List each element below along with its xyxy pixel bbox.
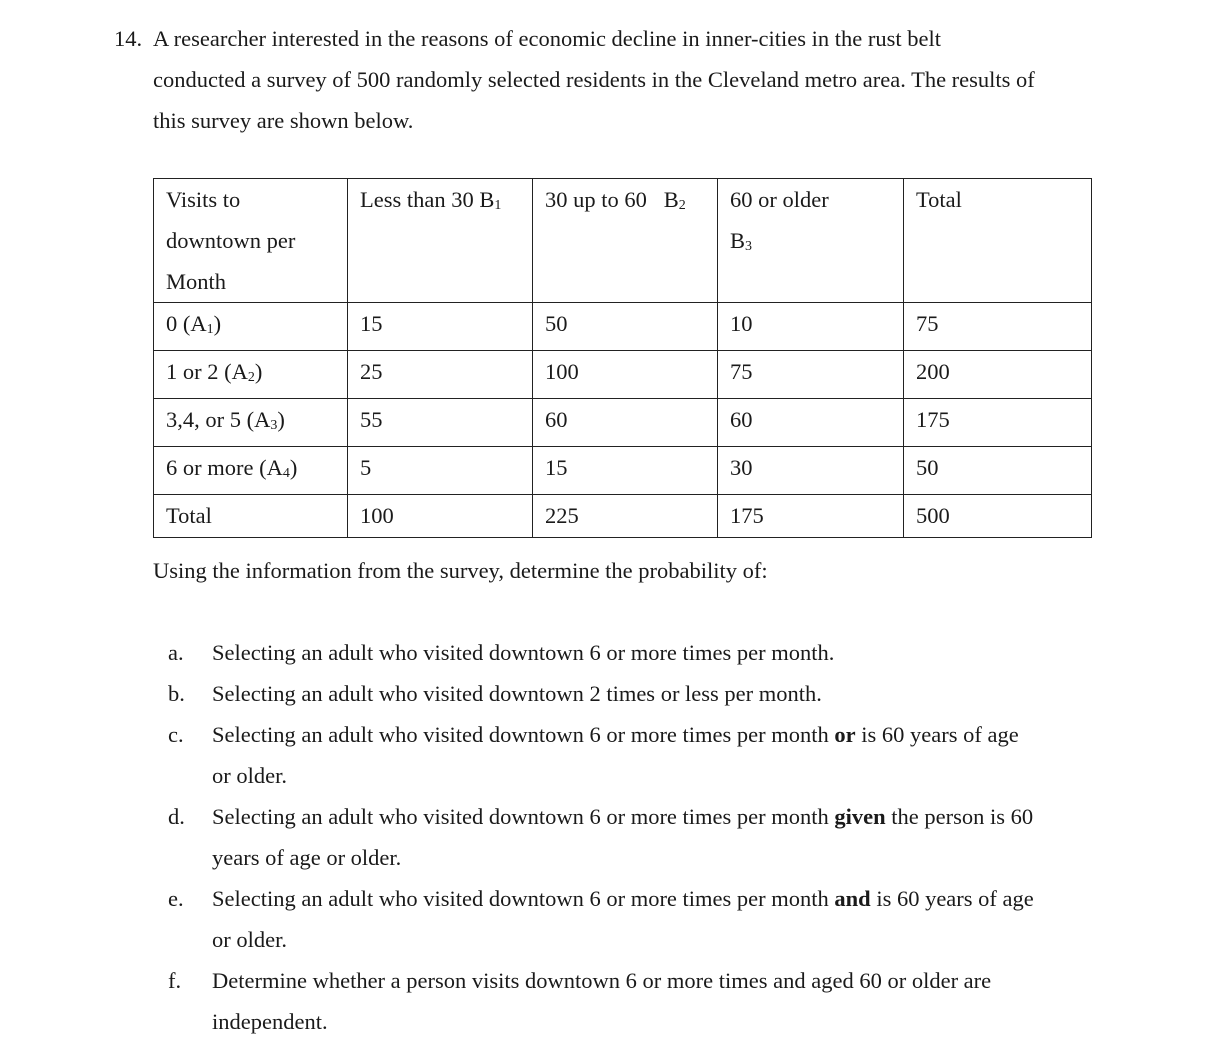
subscript: 2	[678, 198, 686, 213]
cell: 75	[904, 303, 1092, 351]
part-text-cont: years of age or older.	[212, 845, 402, 870]
part-text	[212, 714, 1108, 755]
part-text-post: is 60 years of age	[855, 722, 1019, 747]
header-line: Month	[166, 269, 227, 294]
row-label	[154, 303, 348, 351]
row-label-close: )	[289, 455, 298, 480]
question-line: A researcher interested in the reasons of economic decline in inner-cities in the rust belt	[153, 26, 942, 51]
header-line: downtown per	[166, 228, 296, 253]
cell: 175	[718, 495, 904, 538]
part-letter: e.	[168, 886, 184, 911]
cell: 50	[904, 447, 1092, 495]
list-item	[168, 714, 1108, 796]
row-label-text: 3,4, or 5 (A	[166, 407, 271, 432]
part-text	[212, 796, 1108, 837]
cell: 55	[348, 399, 533, 447]
part-text-post: is 60 years of age	[870, 886, 1034, 911]
instructions: Using the information from the survey, determine the probability of:	[153, 558, 768, 583]
part-text-pre: Selecting an adult who visited downtown 6 or more times per month	[212, 804, 835, 829]
cell: 50	[533, 303, 718, 351]
cell: 500	[904, 495, 1092, 538]
part-text-post: the person is 60	[885, 804, 1034, 829]
row-label-text: Total	[166, 503, 212, 528]
header-label: B	[730, 228, 746, 253]
question-parts	[168, 632, 1108, 1042]
part-letter: a.	[168, 640, 184, 665]
part-text-cont: or older.	[212, 927, 287, 952]
cell: 15	[533, 447, 718, 495]
part-letter: d.	[168, 804, 185, 829]
header-line: Visits to	[166, 187, 241, 212]
cell: 60	[718, 399, 904, 447]
survey-table	[153, 178, 1092, 538]
cell: 100	[348, 495, 533, 538]
part-letter: c.	[168, 722, 184, 747]
row-label-close: )	[213, 311, 222, 336]
part-text-cont: independent.	[212, 1009, 328, 1034]
part-text: Selecting an adult who visited downtown 2 times or less per month.	[212, 681, 822, 706]
cell: 30	[718, 447, 904, 495]
cell: 25	[348, 351, 533, 399]
question-number: 14.	[114, 26, 143, 51]
cell: 75	[718, 351, 904, 399]
cell: 15	[348, 303, 533, 351]
part-text: Determine whether a person visits downtown 6 or more times and aged 60 or older are	[212, 968, 992, 993]
part-keyword: given	[834, 804, 886, 829]
cell: 5	[348, 447, 533, 495]
header-label: 60 or older	[730, 187, 829, 212]
subscript: 3	[745, 239, 753, 254]
row-label-text: 1 or 2 (A	[166, 359, 248, 384]
header-label: 30 up to 60 B	[545, 187, 679, 212]
part-keyword: or	[834, 722, 856, 747]
subscript: 2	[247, 370, 255, 385]
table-row	[154, 447, 1092, 495]
table-row	[154, 495, 1092, 538]
table-row	[154, 399, 1092, 447]
part-text-cont: or older.	[212, 763, 287, 788]
header-label: Less than 30 B	[360, 187, 495, 212]
header-b3	[718, 179, 904, 303]
list-item	[168, 878, 1108, 960]
part-text-pre: Selecting an adult who visited downtown 6 or more times per month	[212, 886, 835, 911]
part-text-pre: Selecting an adult who visited downtown 6 or more times per month	[212, 722, 835, 747]
row-label-close: )	[277, 407, 285, 432]
header-total: Total	[904, 179, 1092, 303]
subscript: 1	[494, 198, 502, 213]
part-text: Selecting an adult who visited downtown 6 or more times per month.	[212, 640, 835, 665]
cell: 225	[533, 495, 718, 538]
question-line: conducted a survey of 500 randomly selected residents in the Cleveland metro area. The results of	[153, 67, 1035, 92]
part-letter: f.	[168, 968, 182, 993]
cell: 200	[904, 351, 1092, 399]
subscript: 4	[282, 466, 290, 481]
list-item	[168, 673, 1108, 714]
list-item	[168, 960, 1108, 1042]
cell: 60	[533, 399, 718, 447]
subscript: 1	[206, 322, 214, 337]
row-label	[154, 351, 348, 399]
row-label	[154, 447, 348, 495]
question-line: this survey are shown below.	[153, 108, 414, 133]
row-label	[154, 495, 348, 538]
header-b2	[533, 179, 718, 303]
header-visits	[154, 179, 348, 303]
cell: 10	[718, 303, 904, 351]
row-label	[154, 399, 348, 447]
row-label-text: 6 or more (A	[166, 455, 283, 480]
list-item	[168, 632, 1108, 673]
row-label-close: )	[254, 359, 263, 384]
list-item	[168, 796, 1108, 878]
part-keyword: and	[834, 886, 871, 911]
subscript: 3	[270, 418, 278, 433]
table-header-row	[154, 179, 1092, 303]
table-row	[154, 303, 1092, 351]
part-text	[212, 878, 1108, 919]
cell: 175	[904, 399, 1092, 447]
question-text	[153, 18, 1113, 141]
row-label-text: 0 (A	[166, 311, 207, 336]
cell: 100	[533, 351, 718, 399]
header-b1	[348, 179, 533, 303]
part-letter: b.	[168, 681, 185, 706]
table-row	[154, 351, 1092, 399]
